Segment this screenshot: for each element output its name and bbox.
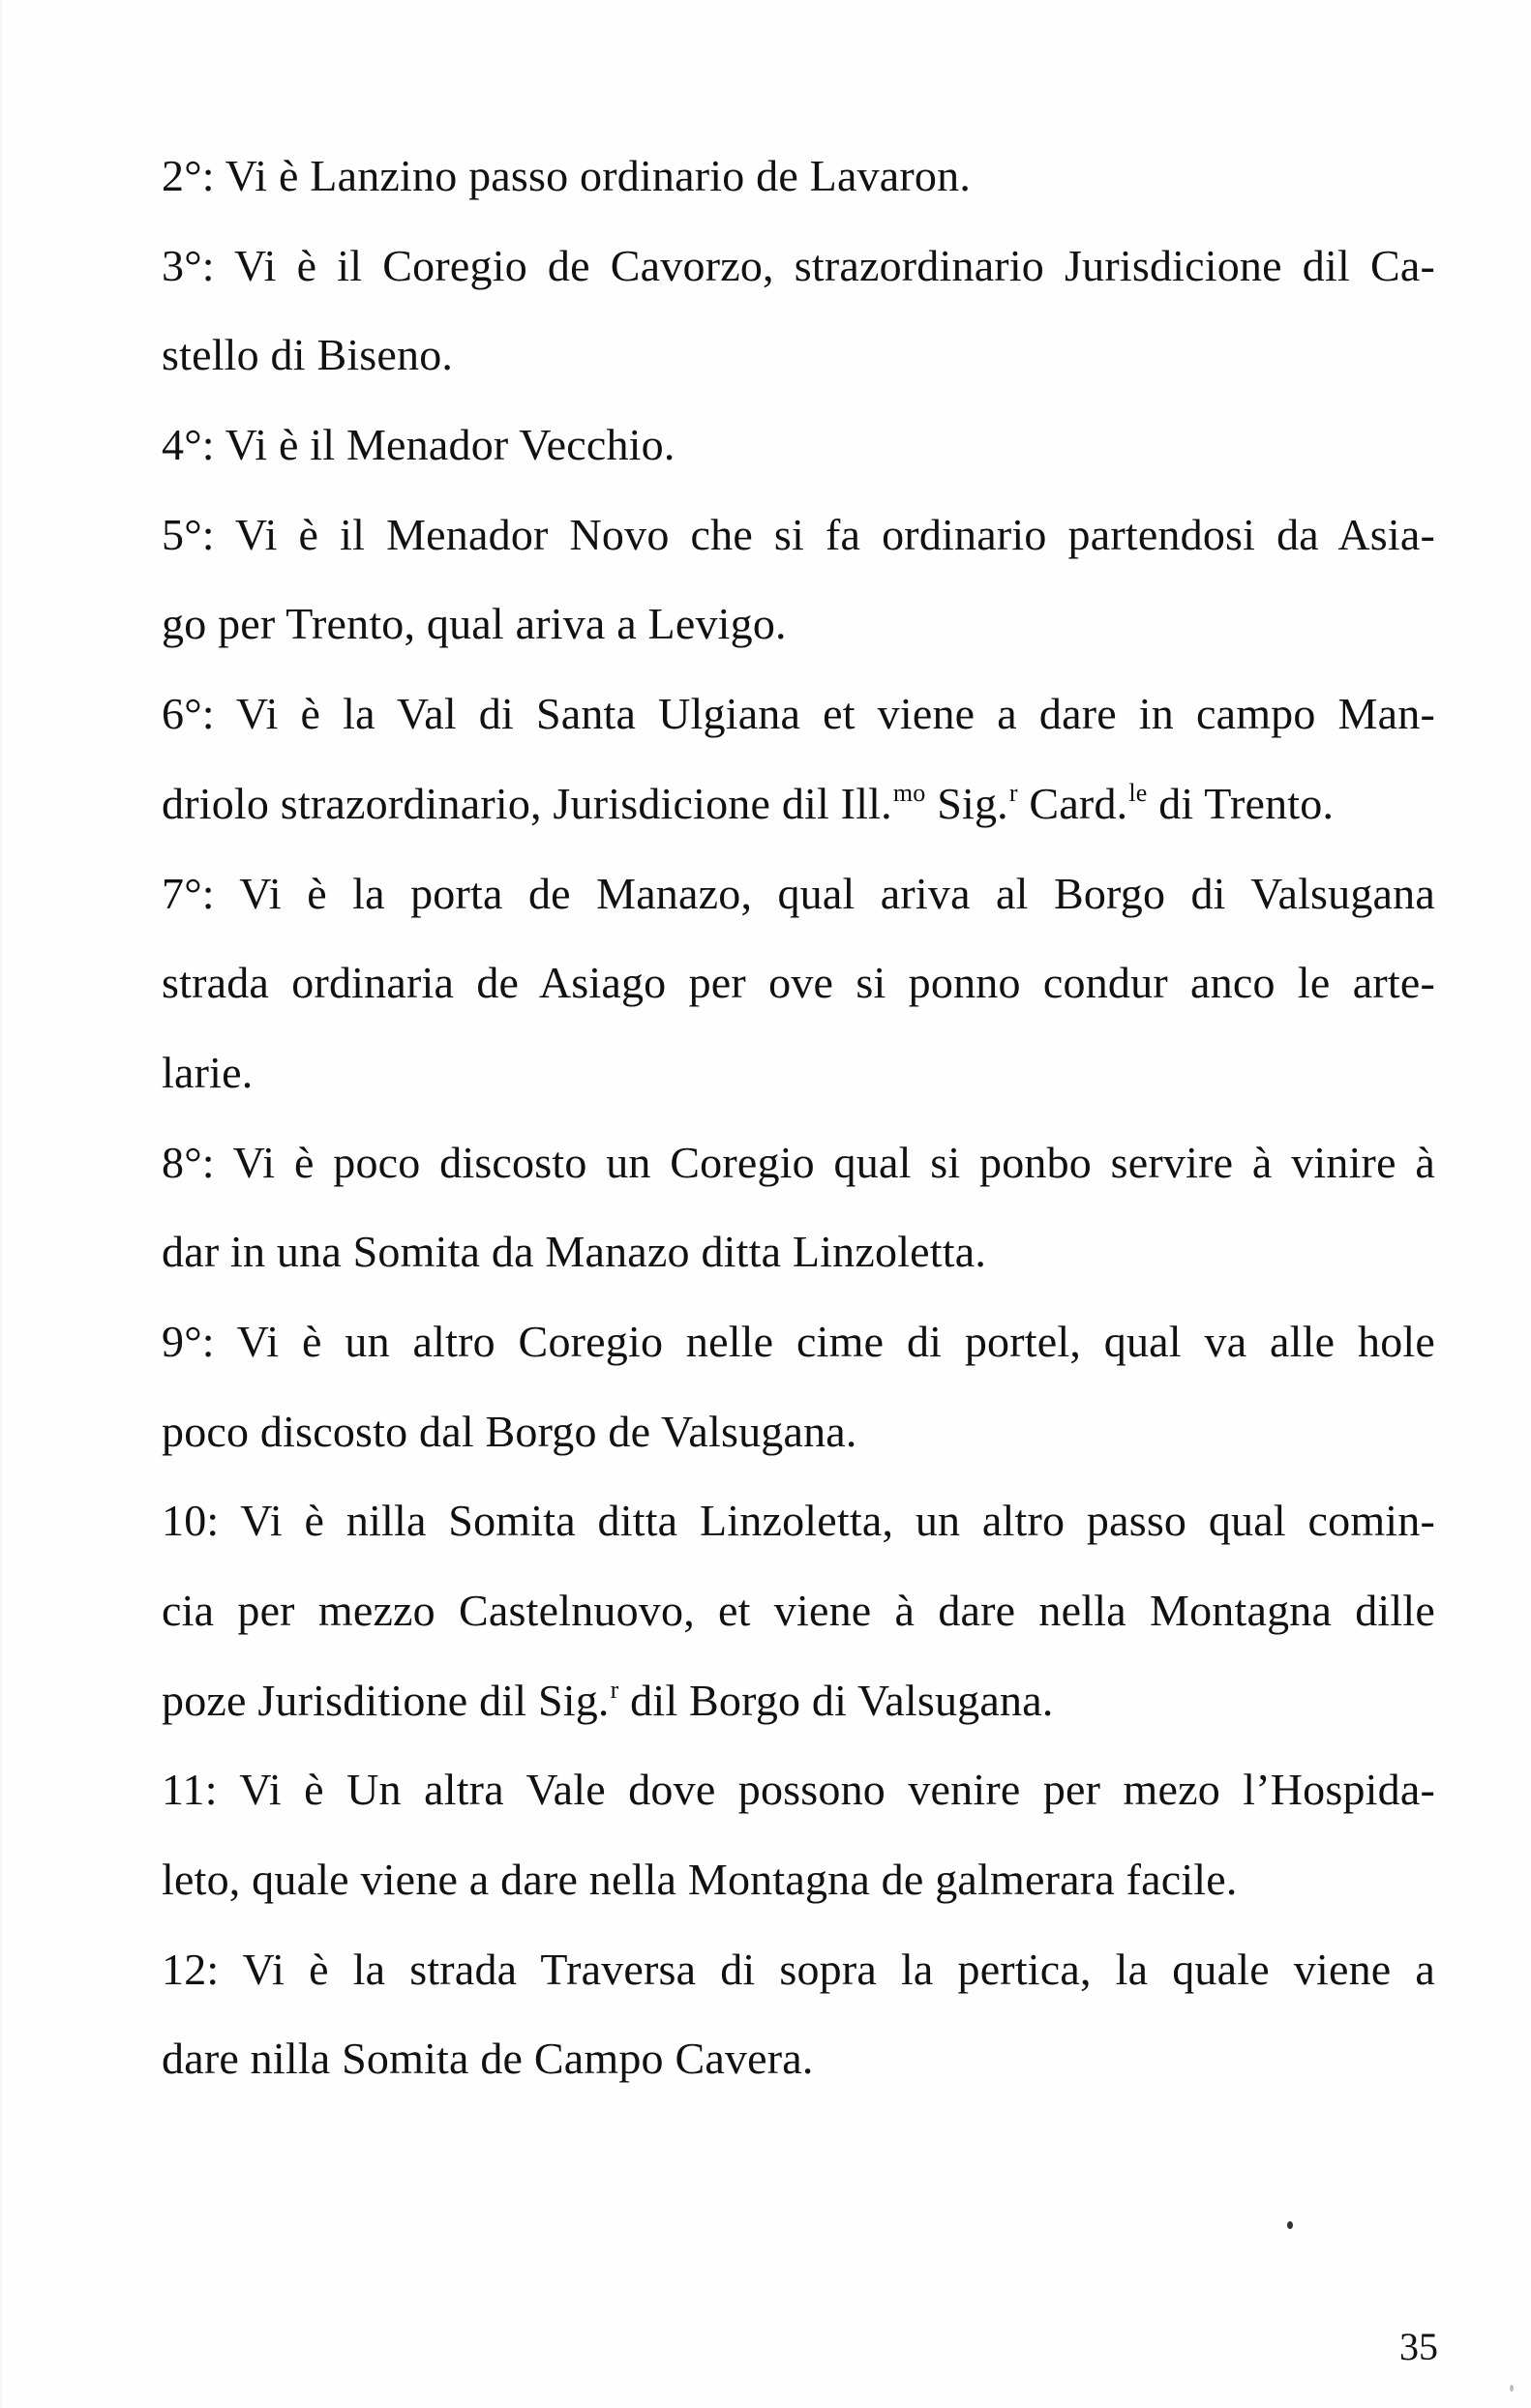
scan-speck bbox=[1287, 2221, 1293, 2229]
text-segment: cia per mezzo Castelnuovo, et viene à dare nella Montagna dille bbox=[162, 1586, 1435, 1635]
text-segment: 7°: Vi è la porta de Manazo, qual ariva al Borgo di Valsugana bbox=[162, 868, 1435, 918]
text-line bbox=[162, 1044, 1435, 1134]
text-segment: Card. bbox=[1017, 778, 1128, 828]
body-text bbox=[162, 147, 1435, 2120]
scan-speck bbox=[1510, 2385, 1514, 2392]
text-segment: di Trento. bbox=[1147, 778, 1335, 828]
text-segment: 10: Vi è nilla Somita ditta Linzoletta, un altro passo qual comin- bbox=[162, 1496, 1435, 1546]
text-line bbox=[162, 685, 1435, 775]
superscript-abbreviation: le bbox=[1128, 778, 1148, 807]
text-line bbox=[162, 1403, 1435, 1493]
text-segment: driolo strazordinario, Jurisdicione dil Ill. bbox=[162, 778, 892, 828]
text-segment: dare nilla Somita de Campo Cavera. bbox=[162, 2034, 814, 2084]
text-line bbox=[162, 2030, 1435, 2120]
text-line bbox=[162, 775, 1435, 865]
text-segment: larie. bbox=[162, 1047, 254, 1097]
superscript-abbreviation: r bbox=[610, 1675, 619, 1704]
text-line bbox=[162, 1672, 1435, 1762]
text-segment: 8°: Vi è poco discosto un Coregio qual si ponbo servire à vinire à bbox=[162, 1137, 1435, 1187]
text-segment: 12: Vi è la strada Traversa di sopra la pertica, la quale viene a bbox=[162, 1944, 1435, 1994]
text-line bbox=[162, 865, 1435, 955]
text-segment: 5°: Vi è il Menador Novo che si fa ordinario partendosi da Asia- bbox=[162, 509, 1435, 559]
text-segment: 3°: Vi è il Coregio de Cavorzo, strazordinario Jurisdicione dil Ca- bbox=[162, 240, 1435, 290]
text-segment: dil Borgo di Valsugana. bbox=[618, 1675, 1054, 1725]
text-line bbox=[162, 954, 1435, 1044]
text-line bbox=[162, 1492, 1435, 1582]
text-segment: go per Trento, qual ariva a Levigo. bbox=[162, 599, 787, 649]
page-number: 35 bbox=[1399, 2325, 1438, 2368]
text-segment: dar in una Somita da Manazo ditta Linzoletta. bbox=[162, 1227, 987, 1277]
text-segment: Sig. bbox=[925, 778, 1008, 828]
text-segment: stello di Biseno. bbox=[162, 330, 454, 380]
text-line bbox=[162, 326, 1435, 416]
text-line bbox=[162, 1582, 1435, 1672]
text-line bbox=[162, 237, 1435, 327]
text-line bbox=[162, 147, 1435, 237]
text-line bbox=[162, 1313, 1435, 1403]
text-segment: leto, quale viene a dare nella Montagna de galmerara facile. bbox=[162, 1855, 1238, 1905]
text-segment: 4°: Vi è il Menador Vecchio. bbox=[162, 420, 675, 470]
text-segment: 11: Vi è Un altra Vale dove possono venire per mezo l’Hospida- bbox=[162, 1765, 1435, 1815]
scan-edge-shadow bbox=[0, 0, 3, 2408]
text-line bbox=[162, 1851, 1435, 1941]
text-segment: 9°: Vi è un altro Coregio nelle cime di portel, qual va alle hole bbox=[162, 1316, 1435, 1366]
text-segment: 6°: Vi è la Val di Santa Ulgiana et viene a dare in campo Man- bbox=[162, 689, 1435, 739]
text-segment: 2°: Vi è Lanzino passo ordinario de Lavaron. bbox=[162, 151, 972, 200]
text-line bbox=[162, 506, 1435, 596]
text-segment: strada ordinaria de Asiago per ove si ponno condur anco le arte- bbox=[162, 958, 1435, 1008]
text-segment: poco discosto dal Borgo de Valsugana. bbox=[162, 1406, 857, 1456]
text-line bbox=[162, 1941, 1435, 2031]
text-segment: poze Jurisditione dil Sig. bbox=[162, 1675, 610, 1725]
text-line bbox=[162, 416, 1435, 506]
superscript-abbreviation: r bbox=[1008, 778, 1018, 807]
text-line bbox=[162, 595, 1435, 685]
text-line bbox=[162, 1134, 1435, 1224]
text-line bbox=[162, 1223, 1435, 1313]
text-line bbox=[162, 1761, 1435, 1851]
superscript-abbreviation: mo bbox=[892, 778, 926, 807]
